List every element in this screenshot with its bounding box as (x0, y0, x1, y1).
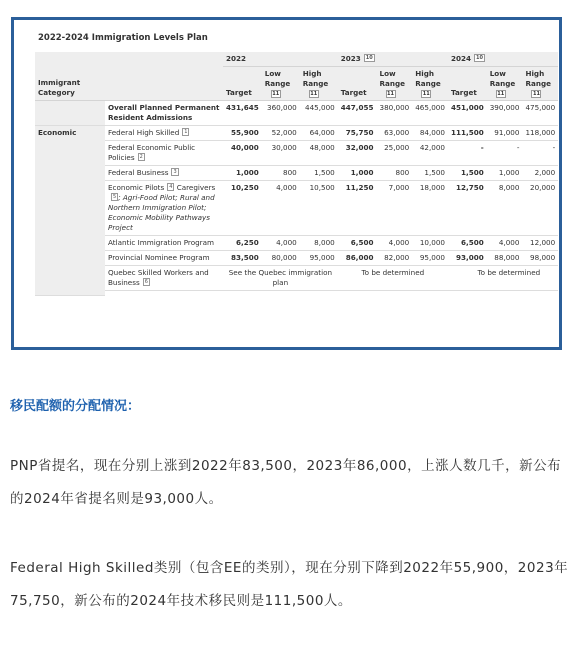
high-range-header: High Range 11 (300, 67, 338, 101)
value-cell: 18,000 (412, 181, 448, 236)
paragraph-federal-high-skilled: Federal High Skilled类别（包含EE的类别），现在分别下降到2022年55,900，2023年75,750，新公布的2024年技术移民则是111,500人。 (10, 560, 569, 609)
value-cell: 64,000 (300, 126, 338, 141)
value-cell: 80,000 (262, 251, 300, 266)
footnote-ref[interactable]: 3 (173, 169, 177, 175)
low-range-header: Low Range 11 (487, 67, 523, 101)
value-cell: 465,000 (412, 101, 448, 126)
value-cell: 10,250 (223, 181, 262, 236)
value-cell: 445,000 (300, 101, 338, 126)
quebec-2022-note: See the Quebec immigration plan (223, 266, 338, 291)
value-cell: 111,500 (448, 126, 487, 141)
value-cell: 1,500 (412, 166, 448, 181)
row-label: Atlantic Immigration Program (105, 236, 223, 251)
value-cell: 4,000 (262, 236, 300, 251)
value-cell: 40,000 (223, 141, 262, 166)
value-cell: 12,750 (448, 181, 487, 236)
overall-label: Overall Planned Permanent Resident Admissions (105, 101, 223, 126)
economic-category-label: Economic (35, 126, 105, 296)
value-cell: 431,645 (223, 101, 262, 126)
value-cell: 1,500 (300, 166, 338, 181)
footnote-ref[interactable]: 10 (365, 55, 373, 61)
value-cell: 6,250 (223, 236, 262, 251)
value-cell: - (487, 141, 523, 166)
levels-plan-figure (11, 17, 562, 350)
footnote-ref[interactable]: 1 (184, 129, 188, 135)
low-range-header: Low Range 11 (262, 67, 300, 101)
footnote-ref[interactable]: 11 (422, 91, 430, 97)
row-label: Provincial Nominee Program (105, 251, 223, 266)
value-cell: 447,055 (338, 101, 377, 126)
footnote-ref[interactable]: 10 (475, 55, 483, 61)
value-cell: 118,000 (522, 126, 558, 141)
footnote-ref[interactable]: 2 (139, 154, 143, 160)
value-cell: 4,000 (377, 236, 413, 251)
row-label-quebec: Quebec Skilled Workers and Business 6 (105, 266, 223, 291)
quebec-2023-note: To be determined (338, 266, 448, 291)
section-heading: 移民配额的分配情况： (10, 399, 141, 414)
row-label-economic-pilots: Economic Pilots 4 Caregivers5 ; Agri-Food Pilot; Rural and Northern Immigration Pilot; Economic Mobility Pathways Project (105, 181, 223, 236)
year-header-2023: 2023 10 (338, 52, 448, 67)
value-cell: - (448, 141, 487, 166)
footnote-ref[interactable]: 11 (310, 91, 318, 97)
value-cell: 380,000 (377, 101, 413, 126)
table-row (35, 251, 558, 266)
value-cell: 86,000 (338, 251, 377, 266)
low-range-header: Low Range 11 (377, 67, 413, 101)
levels-plan-table (35, 52, 558, 296)
value-cell: 1,000 (487, 166, 523, 181)
footnote-ref[interactable]: 11 (532, 91, 540, 97)
value-cell: - (522, 141, 558, 166)
table-row (35, 181, 558, 236)
value-cell: 95,000 (412, 251, 448, 266)
high-range-header: High Range 11 (522, 67, 558, 101)
value-cell: 451,000 (448, 101, 487, 126)
value-cell: 82,000 (377, 251, 413, 266)
value-cell: 88,000 (487, 251, 523, 266)
table-row (35, 236, 558, 251)
table-row (35, 166, 558, 181)
target-header: Target (448, 67, 487, 101)
table-row (35, 266, 558, 291)
value-cell: 83,500 (223, 251, 262, 266)
article-body (10, 395, 575, 618)
row-label: Federal Business 3 (105, 166, 223, 181)
row-label: Federal High Skilled 1 (105, 126, 223, 141)
value-cell: 360,000 (262, 101, 300, 126)
value-cell: 2,000 (522, 166, 558, 181)
value-cell: 800 (262, 166, 300, 181)
paragraph-pnp: PNP省提名，现在分别上涨到2022年83,500，2023年86,000，上涨人数几千，新公布的2024年省提名则是93,000人。 (10, 458, 562, 507)
value-cell: 6,500 (338, 236, 377, 251)
year-header-2022: 2022 (223, 52, 338, 67)
value-cell: 84,000 (412, 126, 448, 141)
overall-row (35, 101, 558, 126)
value-cell: 32,000 (338, 141, 377, 166)
value-cell: 6,500 (448, 236, 487, 251)
value-cell: 12,000 (522, 236, 558, 251)
value-cell: 4,000 (262, 181, 300, 236)
value-cell: 75,750 (338, 126, 377, 141)
value-cell: 800 (377, 166, 413, 181)
plan-title: 2022-2024 Immigration Levels Plan (38, 33, 208, 43)
value-cell: 93,000 (448, 251, 487, 266)
value-cell: 48,000 (300, 141, 338, 166)
value-cell: 91,000 (487, 126, 523, 141)
category-header: Immigrant Category (35, 52, 105, 101)
footnote-ref[interactable]: 11 (497, 91, 505, 97)
value-cell: 95,000 (300, 251, 338, 266)
value-cell: 4,000 (487, 236, 523, 251)
value-cell: 1,000 (223, 166, 262, 181)
table-row (35, 141, 558, 166)
value-cell: 1,000 (338, 166, 377, 181)
value-cell: 1,500 (448, 166, 487, 181)
value-cell: 8,000 (487, 181, 523, 236)
value-cell: 52,000 (262, 126, 300, 141)
value-cell: 11,250 (338, 181, 377, 236)
target-header: Target (223, 67, 262, 101)
footnote-ref[interactable]: 11 (272, 91, 280, 97)
footnote-ref[interactable]: 11 (387, 91, 394, 97)
footnote-ref[interactable]: 4 (169, 184, 173, 190)
value-cell: 8,000 (300, 236, 338, 251)
footnote-ref[interactable]: 5 (113, 194, 117, 200)
target-header: Target (338, 67, 377, 101)
value-cell: 390,000 (487, 101, 523, 126)
value-cell: 55,900 (223, 126, 262, 141)
footnote-ref[interactable]: 6 (144, 279, 148, 285)
value-cell: 475,000 (522, 101, 558, 126)
quebec-2024-note: To be determined (448, 266, 558, 291)
value-cell: 7,000 (377, 181, 413, 236)
high-range-header: High Range 11 (412, 67, 448, 101)
value-cell: 10,000 (412, 236, 448, 251)
value-cell: 20,000 (522, 181, 558, 236)
table-row (35, 126, 558, 141)
row-label: Federal Economic Public Policies 2 (105, 141, 223, 166)
value-cell: 63,000 (377, 126, 413, 141)
value-cell: 30,000 (262, 141, 300, 166)
value-cell: 10,500 (300, 181, 338, 236)
value-cell: 98,000 (522, 251, 558, 266)
value-cell: 42,000 (412, 141, 448, 166)
year-header-2024: 2024 10 (448, 52, 558, 67)
value-cell: 25,000 (377, 141, 413, 166)
header-years-row (35, 52, 558, 67)
